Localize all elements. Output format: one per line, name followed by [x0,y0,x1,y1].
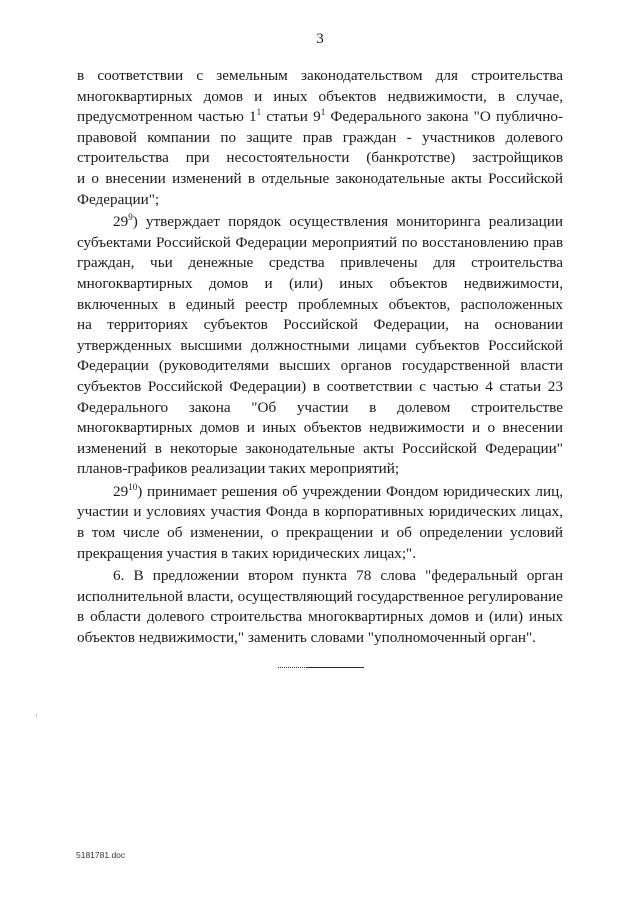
text-fragment: ) утверждает порядок осуществления мониторинга реализации [132,213,563,231]
text-line: многоквартирных домов и иных объектов недвижимости, в случае, [77,87,563,105]
text-fragment: предусмотренном частью 1 [77,108,257,126]
text-line: субъектами Российской Федерации мероприятий по восстановлению прав [77,233,563,251]
text-fragment: Федерального закона "О публично- [325,108,564,126]
text-line [77,482,563,503]
text-line [77,212,563,233]
document-body [77,66,563,649]
text-line: прекращения участия в таких юридических лицах;". [77,544,417,562]
superscript: 1 [256,107,262,118]
superscript: 9 [128,212,133,223]
text-line: субъектов Российской Федерации) в соответствии с частью 4 статьи 23 [77,377,563,395]
text-line: изменений в некоторые законодательные акты Российской Федерации" [77,439,563,457]
text-line: Федерации (руководителями высших органов государственной власти [77,357,563,375]
superscript: 10 [128,481,138,492]
text-line: участии и условиях участия Фонда в корпоративных юридических лицах, [77,503,563,521]
text-line: включенных в единый реестр проблемных объектов, расположенных [77,295,563,313]
text-line: Федерального закона "Об участии в долевом строительстве [77,398,563,416]
text-line: строительства при несостоятельности (банкротстве) застройщиков [77,149,563,167]
text-line: правовой компании по защите прав граждан - участников долевого [77,128,563,146]
text-line: в том числе об изменении, о прекращении и об определении условий [77,524,563,542]
page-number: 3 [316,31,324,47]
superscript: 1 [320,107,326,118]
text-line: и о внесении изменений в отдельные законодательные акты Российской [77,169,563,187]
text-line: многоквартирных домов и иных объектов недвижимости и о внесении [77,419,563,437]
document-file-id: 5181781.doc [76,850,126,860]
text-line: граждан, чьи денежные средства привлечены для строительства [77,254,563,272]
text-line [77,107,563,128]
text-line: планов-графиков реализации таких мероприятий; [77,460,400,478]
text-fragment: 29 [113,482,129,500]
separator-dotted-segment [276,667,306,668]
text-line: Федерации"; [77,190,160,208]
margin-mark [36,714,37,716]
text-fragment: статьи 9 [261,108,321,126]
text-line: утвержденных высшими должностными лицами субъектов Российской [77,336,563,354]
text-line: в области долевого строительства многоквартирных домов и (или) иных [77,608,563,626]
text-line: на территориях субъектов Российской Федерации, на основании [77,316,563,334]
text-line: исполнительной власти, осуществляющий государственное регулирование [77,587,563,605]
text-fragment: ) принимает решения об учреждении Фондом юридических лиц, [137,482,563,500]
text-fragment: 29 [113,213,129,231]
text-line: в соответствии с земельным законодательством для строительства [77,67,563,84]
text-line: многоквартирных домов и (или) иных объектов недвижимости, [77,274,563,292]
text-line: объектов недвижимости," заменить словами "уполномоченный орган". [77,629,536,647]
text-line: 6. В предложении втором пункта 78 слова "федеральный орган [113,567,563,585]
